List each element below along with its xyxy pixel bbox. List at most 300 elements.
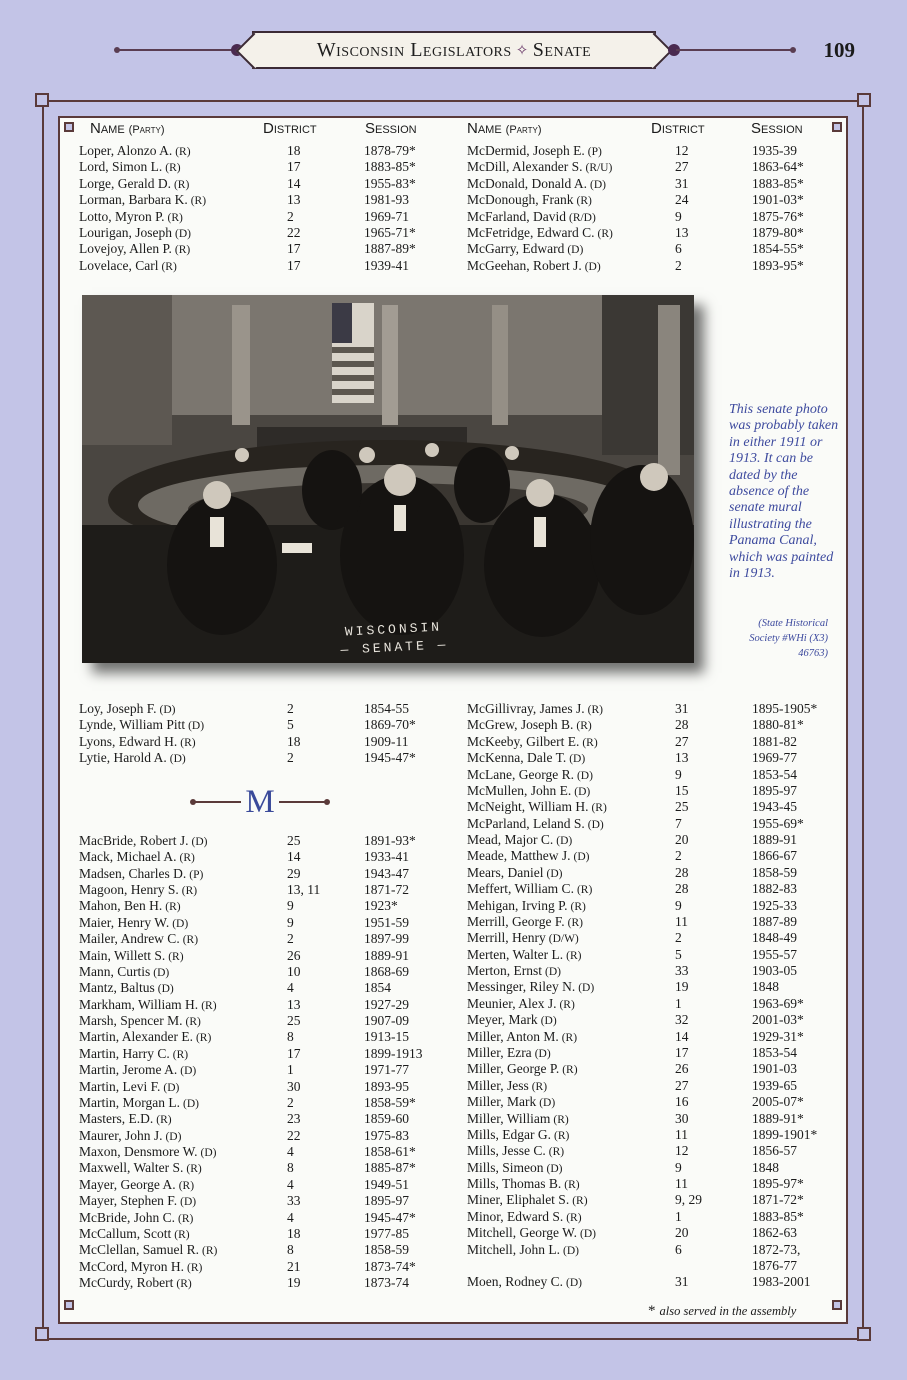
legislator-name — [79, 849, 195, 866]
legislator-party: (R) — [174, 244, 191, 257]
legislator-name-text: Miller, William — [467, 1110, 551, 1126]
legislator-name — [79, 1177, 194, 1194]
legislator-name-text: Madsen, Charles D. — [79, 865, 187, 881]
legislator-district: 20 — [675, 832, 689, 848]
legislator-district: 4 — [287, 1176, 294, 1192]
legislator-name-text: Lourigan, Joseph — [79, 225, 172, 240]
legislator-name — [467, 143, 602, 160]
legislator-name-text: Moen, Rodney C. — [467, 1274, 563, 1290]
legislator-session: 1871-72 — [364, 882, 409, 898]
legislator-name — [79, 948, 184, 965]
legislator-party: (R) — [187, 1261, 203, 1274]
legislator-district: 13, 11 — [287, 882, 321, 898]
legislator-name — [79, 143, 191, 160]
legislator-session: 1883-85* — [752, 1208, 804, 1224]
legislator-party: (D) — [539, 1097, 556, 1110]
legislator-name — [79, 1193, 196, 1210]
legislator-name-text: Mitchell, John L. — [467, 1241, 560, 1257]
legislator-party: (R) — [566, 1211, 582, 1224]
legislator-session: 1935-39 — [752, 143, 797, 158]
legislator-name-text: Mayer, George A. — [79, 1176, 176, 1192]
legislator-district: 11 — [675, 1126, 688, 1142]
legislator-party: (R) — [201, 999, 217, 1012]
legislator-party: (D) — [546, 867, 563, 880]
legislator-session: 1909-11 — [364, 733, 409, 749]
legislator-session: 1878-79* — [364, 143, 416, 158]
legislator-name — [79, 1029, 211, 1046]
legislator-name — [79, 1046, 188, 1063]
legislator-session: 1933-41 — [364, 849, 409, 865]
legislator-party: (R) — [562, 1064, 578, 1077]
legislator-district: 17 — [287, 159, 301, 175]
legislator-name-text: Lotto, Myron P. — [79, 208, 165, 224]
legislator-party: (D) — [546, 1162, 563, 1175]
legislator-session: 1880-81* — [752, 717, 804, 733]
legislator-party: (D) — [574, 785, 591, 798]
legislator-party: (R) — [570, 900, 586, 913]
legislator-session: 1876-77 — [752, 1257, 797, 1273]
legislator-district: 22 — [287, 225, 301, 240]
legislator-session: 1893-95* — [752, 257, 804, 273]
legislator-district: 20 — [675, 1225, 689, 1241]
legislator-name — [79, 750, 186, 767]
legislator-party: (R) — [576, 720, 592, 733]
legislator-district: 12 — [675, 1143, 689, 1159]
legislator-name-text: McMullen, John E. — [467, 782, 572, 798]
legislator-party: (D) — [578, 982, 595, 995]
ornament-right-icon — [279, 801, 327, 803]
legislator-session: 1907-09 — [364, 1013, 409, 1029]
page-header — [0, 0, 907, 100]
legislator-name — [467, 1192, 588, 1209]
legislator-district: 8 — [287, 1029, 294, 1045]
legislator-name — [79, 931, 198, 948]
legislator-name-text: Mailer, Andrew C. — [79, 931, 180, 947]
legislator-name — [79, 1160, 202, 1177]
legislator-name — [467, 783, 590, 800]
legislator-party: (R) — [178, 1179, 195, 1192]
legislator-session: 1881-82 — [752, 733, 797, 749]
legislator-district: 26 — [287, 947, 301, 963]
legislator-name — [467, 996, 575, 1013]
legislator-name — [467, 1209, 582, 1226]
legislator-name-text: Miner, Eliphalet S. — [467, 1192, 570, 1208]
legislator-session: 1859-60 — [364, 1111, 409, 1127]
legislator-name-text: Magoon, Henry S. — [79, 882, 179, 898]
legislator-district: 15 — [675, 782, 689, 798]
legislator-district: 29 — [287, 865, 301, 881]
photo-caption: This senate photo was probably taken in either 1911 or 1913. It can be dated by the absence of the senate mural illustrating the Panama Canal, which was painted in 1913. — [729, 402, 839, 582]
legislator-district: 17 — [287, 1045, 301, 1061]
legislator-party: (R/D) — [568, 211, 596, 224]
legislator-session: 1929-31* — [752, 1028, 804, 1044]
legislator-name-text: McDonough, Frank — [467, 192, 574, 208]
legislator-party: (R) — [559, 998, 575, 1011]
legislator-party: (D) — [587, 818, 604, 831]
legislator-district: 27 — [675, 733, 689, 749]
legislator-session: 1895-97* — [752, 1176, 804, 1192]
legislator-name — [79, 915, 188, 932]
legislator-name — [467, 1242, 579, 1259]
legislator-name — [467, 898, 586, 915]
legislator-session: 1889-91 — [364, 947, 409, 963]
legislator-party: (R) — [582, 736, 598, 749]
legislator-district: 28 — [675, 717, 689, 733]
legislator-name — [467, 1029, 577, 1046]
legislator-district: 33 — [287, 1193, 301, 1209]
legislator-party: (R) — [180, 736, 196, 749]
legislator-name — [79, 1226, 190, 1243]
header-rule-right — [676, 49, 792, 51]
legislator-name — [467, 159, 612, 176]
legislator-name — [467, 1111, 569, 1128]
legislator-name-text: Loper, Alonzo A. — [79, 143, 173, 158]
legislator-session: 1875-76* — [752, 208, 804, 224]
legislator-name-text: Martin, Harry C. — [79, 1045, 170, 1061]
legislator-party: (R) — [156, 1114, 172, 1127]
legislator-session: 1854 — [364, 980, 391, 996]
legislator-name-text: Merrill, Henry — [467, 930, 546, 946]
legislator-name-text: Meffert, William C. — [467, 881, 574, 897]
legislator-name-text: McGrew, Joseph B. — [467, 717, 574, 733]
legislator-session: 1854-55 — [364, 701, 409, 716]
legislator-session: 1939-41 — [364, 257, 409, 273]
page-title — [252, 31, 656, 69]
legislator-name-text: Miller, Jess — [467, 1077, 529, 1093]
legislator-name-text: Meade, Matthew J. — [467, 848, 571, 864]
legislator-name-text: Miller, Mark — [467, 1094, 537, 1110]
legislator-name — [467, 865, 562, 882]
legislator-session: 1945-47* — [364, 1209, 416, 1225]
legislator-name — [467, 914, 583, 931]
legislator-party: (R) — [165, 901, 181, 914]
footnote — [648, 1303, 796, 1320]
legislator-name — [467, 767, 593, 784]
legislator-district: 8 — [287, 1242, 294, 1258]
legislator-session: 1879-80* — [752, 225, 804, 240]
legislator-session: 1891-93* — [364, 833, 416, 848]
legislator-name — [79, 1242, 217, 1259]
legislator-session: 1981-93 — [364, 192, 409, 208]
legislator-name — [467, 176, 606, 193]
legislator-district: 13 — [675, 225, 689, 240]
legislator-district: 7 — [675, 815, 682, 831]
legislator-party: (D) — [534, 1047, 551, 1060]
legislator-name-text: Mantz, Baltus — [79, 980, 155, 996]
legislator-party: (R) — [201, 1245, 218, 1258]
header-rule-left — [118, 49, 234, 51]
legislator-district: 24 — [675, 192, 689, 208]
legislator-name — [79, 997, 217, 1014]
legislator-party: (R) — [185, 1016, 201, 1029]
legislator-party: (R) — [548, 1146, 565, 1159]
legislator-district: 2 — [287, 208, 294, 224]
legislator-session: 1863-64* — [752, 159, 804, 175]
legislator-party: (R) — [561, 1031, 578, 1044]
legislator-party: (D) — [589, 178, 606, 191]
legislator-name-text: Martin, Alexander E. — [79, 1029, 193, 1045]
legislator-session: 1943-47 — [364, 865, 409, 881]
legislator-session: 1858-61* — [364, 1144, 416, 1160]
legislator-session: 1889-91 — [752, 832, 797, 848]
legislator-name — [79, 1128, 181, 1145]
column-header-session-right: Session — [751, 120, 803, 137]
frame-corner-ornament — [857, 1327, 871, 1341]
legislator-name-text: Martin, Levi F. — [79, 1078, 161, 1094]
legislator-district: 27 — [675, 1077, 689, 1093]
legislator-district: 10 — [287, 963, 301, 979]
legislator-session: 1882-83 — [752, 881, 797, 897]
legislator-district: 32 — [675, 1012, 689, 1028]
legislator-session: 1955-57 — [752, 946, 797, 962]
legislator-name-text: Mills, Edgar G. — [467, 1126, 551, 1142]
legislator-name — [79, 980, 174, 997]
legislator-session: 1858-59* — [364, 1094, 416, 1110]
legislator-session: 1873-74* — [364, 1258, 416, 1274]
legislator-district: 2 — [287, 701, 294, 716]
legislator-name — [467, 1094, 555, 1111]
legislator-district: 33 — [675, 963, 689, 979]
legislator-session: 1925-33 — [752, 897, 797, 913]
legislator-name-text: Lytie, Harold A. — [79, 750, 167, 766]
legislator-name — [467, 816, 604, 833]
legislator-name — [467, 930, 579, 947]
legislator-name — [79, 1095, 199, 1112]
legislator-district: 22 — [287, 1127, 301, 1143]
legislator-name-text: McParland, Leland S. — [467, 815, 585, 831]
photo-stamp-text — [339, 618, 449, 660]
legislator-party: (D) — [567, 244, 584, 257]
legislator-name — [79, 734, 196, 751]
legislator-party: (D) — [545, 966, 561, 979]
legislator-session: 1887-89 — [752, 913, 797, 929]
legislator-party: (D) — [157, 983, 174, 996]
legislator-name — [467, 1127, 569, 1144]
frame-corner-ornament — [832, 1300, 842, 1310]
legislator-party: (D) — [573, 851, 590, 864]
legislator-district: 1 — [675, 1208, 682, 1224]
legislator-name-text: Miller, Ezra — [467, 1044, 532, 1060]
legislator-session: 1899-1901* — [752, 1126, 818, 1142]
legislator-name-text: Maurer, John J. — [79, 1127, 163, 1143]
legislator-name-text: Mack, Michael A. — [79, 849, 177, 865]
legislator-party: (R) — [176, 1277, 192, 1290]
legislator-name-text: McFarland, David — [467, 208, 566, 224]
legislator-name-text: Miller, George P. — [467, 1061, 560, 1077]
legislator-district: 6 — [675, 1241, 682, 1257]
legislator-session: 1866-67 — [752, 848, 797, 864]
legislator-party: (P) — [189, 868, 204, 881]
legislator-session: 1963-69* — [752, 995, 804, 1011]
legislator-name-text: Mayer, Stephen F. — [79, 1193, 178, 1209]
legislator-name-text: Mills, Jesse C. — [467, 1143, 546, 1159]
legislator-name-text: Mead, Major C. — [467, 832, 554, 848]
legislator-name-text: Main, Willett S. — [79, 947, 166, 963]
legislator-party: (D) — [183, 1097, 199, 1110]
legislator-name — [467, 1274, 582, 1291]
legislator-district: 12 — [675, 143, 689, 158]
legislator-name-text: McGarry, Edward — [467, 241, 565, 257]
legislator-party: (R) — [161, 260, 177, 273]
header-ornament-right-end — [790, 47, 796, 53]
legislator-party: (D) — [180, 1065, 197, 1078]
legislator-party: (D) — [159, 704, 176, 716]
section-letter: M — [245, 783, 275, 820]
legislator-district: 9 — [675, 1159, 682, 1175]
legislator-session: 1895-97 — [364, 1193, 409, 1209]
legislator-name-text: McDermid, Joseph E. — [467, 143, 585, 158]
column-party-label: (Party) — [505, 124, 542, 136]
legislator-party: (R) — [172, 1048, 189, 1061]
legislator-name-text: McKeeby, Gilbert E. — [467, 733, 580, 749]
legislator-party: (R) — [182, 934, 199, 947]
legislator-district: 18 — [287, 733, 301, 749]
legislator-session: 1848-49 — [752, 930, 797, 946]
column-party-label: (Party) — [128, 124, 165, 136]
legislator-name — [79, 241, 190, 258]
legislator-session: 1971-77 — [364, 1062, 409, 1078]
column-header-district-right: District — [651, 120, 705, 137]
legislator-party: (R) — [597, 228, 613, 240]
asterisk-icon: * — [648, 1303, 656, 1319]
senate-photo — [82, 295, 694, 663]
legislator-name — [79, 1079, 179, 1096]
legislator-session: 1975-83 — [364, 1127, 409, 1143]
legislator-district: 28 — [675, 881, 689, 897]
legislator-name-text: Merten, Walter L. — [467, 946, 564, 962]
legislator-name — [79, 1144, 216, 1161]
legislator-name — [79, 701, 176, 718]
legislator-district: 4 — [287, 1144, 294, 1160]
legislator-name — [467, 832, 572, 849]
legislator-party: (D) — [153, 966, 170, 979]
legislator-name — [79, 717, 204, 734]
legislator-district: 19 — [287, 1274, 301, 1290]
legislator-district: 30 — [287, 1078, 301, 1094]
column-header-name-right — [467, 120, 542, 137]
legislator-district: 31 — [675, 175, 689, 191]
legislator-party: (D) — [579, 1228, 596, 1241]
legislator-name — [467, 192, 592, 209]
legislator-session: 1945-47* — [364, 750, 416, 766]
legislator-district: 27 — [675, 159, 689, 175]
legislator-name-text: Maxwell, Walter S. — [79, 1160, 184, 1176]
legislator-session: 1983-2001 — [752, 1274, 811, 1290]
legislator-name — [467, 1143, 564, 1160]
legislator-session: 1901-03 — [752, 1061, 797, 1077]
legislator-district: 13 — [287, 996, 301, 1012]
legislator-district: 4 — [287, 980, 294, 996]
legislator-district: 17 — [287, 257, 301, 273]
legislator-name-text: McClellan, Samuel R. — [79, 1242, 199, 1258]
legislator-district: 9 — [287, 898, 294, 914]
legislator-district: 17 — [287, 241, 301, 257]
legislator-session: 1871-72* — [752, 1192, 804, 1208]
column-name-label: Name — [90, 120, 125, 137]
legislator-session: 1923* — [364, 898, 398, 914]
legislator-session: 1883-85* — [364, 159, 416, 175]
legislator-session: 1854-55* — [752, 241, 804, 257]
legislator-district: 23 — [287, 1111, 301, 1127]
legislator-session: 1903-05 — [752, 963, 797, 979]
legislator-name-text: Mahon, Ben H. — [79, 898, 163, 914]
legislator-district: 14 — [287, 849, 301, 865]
legislator-session: 1969-71 — [364, 208, 409, 224]
legislator-party: (D) — [174, 228, 191, 240]
legislator-party: (R) — [554, 1129, 570, 1142]
legislator-party: (R) — [566, 949, 582, 962]
legislator-name-text: Maxon, Densmore W. — [79, 1144, 198, 1160]
legislator-session: 1955-83* — [364, 175, 416, 191]
legislator-party: (R) — [167, 211, 183, 224]
legislator-party: (R) — [165, 162, 181, 175]
legislator-party: (D) — [180, 1196, 197, 1209]
legislator-name — [467, 241, 583, 258]
legislator-district: 18 — [287, 143, 301, 158]
legislator-session: 1868-69 — [364, 963, 409, 979]
legislator-name — [467, 947, 581, 964]
legislator-session: 1901-03* — [752, 192, 804, 208]
legislator-session: 1969-77 — [752, 750, 797, 766]
legislator-party: (R) — [181, 885, 198, 898]
legislator-name-text: Mills, Thomas B. — [467, 1176, 562, 1192]
legislator-district: 31 — [675, 1274, 689, 1290]
legislator-session: 1977-85 — [364, 1225, 409, 1241]
legislator-party: (D) — [172, 917, 189, 930]
legislator-name-text: MacBride, Robert J. — [79, 833, 189, 848]
legislator-name-text: Messinger, Riley N. — [467, 979, 576, 995]
legislator-name-text: Lord, Simon L. — [79, 159, 163, 175]
legislator-party: (D) — [188, 720, 205, 733]
legislator-name — [79, 833, 207, 850]
legislator-district: 1 — [675, 995, 682, 1011]
legislator-district: 6 — [675, 241, 682, 257]
legislator-session: 1895-1905* — [752, 701, 818, 716]
legislator-district: 9 — [675, 766, 682, 782]
legislator-district: 2 — [675, 848, 682, 864]
legislator-party: (R) — [567, 916, 583, 929]
legislator-party: (R) — [576, 884, 593, 897]
legislator-party: (D) — [563, 1244, 579, 1257]
legislator-district: 9 — [675, 897, 682, 913]
legislator-session: 1895-97 — [752, 782, 797, 798]
legislator-name — [467, 1078, 547, 1095]
legislator-name — [79, 176, 189, 193]
legislator-name-text: Meunier, Alex J. — [467, 995, 557, 1011]
legislator-name-text: Lovejoy, Allen P. — [79, 241, 172, 257]
legislator-party: (D) — [576, 769, 593, 782]
legislator-district: 25 — [675, 799, 689, 815]
legislator-party: (D) — [584, 260, 601, 273]
legislator-name — [467, 258, 601, 275]
legislator-name — [467, 881, 592, 898]
frame-corner-ornament — [64, 122, 74, 132]
legislator-party: (D/W) — [548, 933, 579, 946]
legislator-district: 11 — [675, 1176, 688, 1192]
legislator-district: 25 — [287, 833, 301, 848]
legislator-district: 2 — [287, 750, 294, 766]
legislator-session: 1869-70* — [364, 717, 416, 733]
photo-stamp-line: WISCONSIN — [344, 619, 443, 640]
legislator-name-text: McDonald, Donald A. — [467, 175, 587, 191]
legislator-district: 19 — [675, 979, 689, 995]
legislator-session: 1893-95 — [364, 1078, 409, 1094]
legislator-session: 1889-91* — [752, 1110, 804, 1126]
legislator-name-text: Masters, E.D. — [79, 1111, 154, 1127]
legislator-name-text: Lorman, Barbara K. — [79, 192, 188, 208]
legislator-name-text: Mehigan, Irving P. — [467, 897, 568, 913]
legislator-party: (D) — [165, 1130, 182, 1143]
